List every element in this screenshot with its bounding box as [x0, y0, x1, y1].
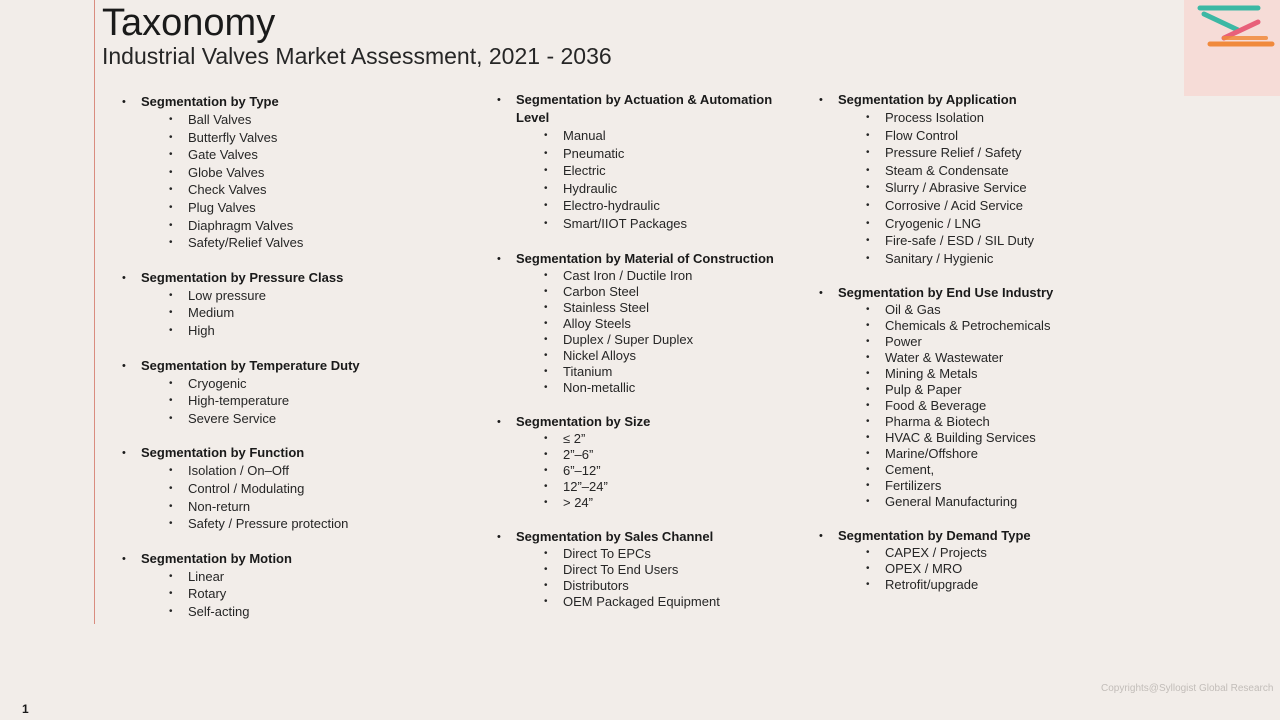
- list-item: • Alloy Steels: [497, 316, 797, 332]
- segment-material: [497, 250, 797, 396]
- list-item: • Mining & Metals: [819, 366, 1119, 382]
- taxonomy-column-3: [819, 91, 1119, 610]
- segment-heading: • Segmentation by Pressure Class: [122, 269, 482, 287]
- list-item: • Non-metallic: [497, 380, 797, 396]
- segment-heading: • Segmentation by Motion: [122, 550, 482, 568]
- list-item: • 12”–24”: [497, 479, 797, 495]
- list-item: • Electro-hydraulic: [497, 197, 797, 215]
- segment-application: [819, 91, 1119, 267]
- segment-heading: • Segmentation by End Use Industry: [819, 284, 1119, 302]
- segment-heading: • Segmentation by Function: [122, 444, 482, 462]
- page-number: 1: [22, 702, 29, 716]
- list-item: • Stainless Steel: [497, 300, 797, 316]
- list-item: • Oil & Gas: [819, 302, 1119, 318]
- segment-type: [122, 93, 482, 252]
- list-item: • Carbon Steel: [497, 284, 797, 300]
- list-item: • Water & Wastewater: [819, 350, 1119, 366]
- list-item: • Isolation / On–Off: [122, 462, 482, 480]
- list-item: • Slurry / Abrasive Service: [819, 179, 1119, 197]
- list-item: • Cast Iron / Ductile Iron: [497, 268, 797, 284]
- list-item: • Process Isolation: [819, 109, 1119, 127]
- list-item: • Gate Valves: [122, 146, 482, 164]
- list-item: • Distributors: [497, 578, 797, 594]
- list-item: • Cement,: [819, 462, 1119, 478]
- accent-divider-line: [94, 0, 95, 624]
- list-item: • OPEX / MRO: [819, 561, 1119, 577]
- list-item: • Duplex / Super Duplex: [497, 332, 797, 348]
- syllogist-s-logo-icon: [1184, 0, 1280, 96]
- list-item: • Electric: [497, 162, 797, 180]
- list-item: • Medium: [122, 304, 482, 322]
- copyright-notice: Copyrights@Syllogist Global Research: [1101, 683, 1274, 694]
- list-item: • ≤ 2”: [497, 431, 797, 447]
- segment-heading: • Segmentation by Sales Channel: [497, 528, 797, 546]
- list-item: • Direct To End Users: [497, 562, 797, 578]
- segment-sales-channel: [497, 528, 797, 610]
- list-item: • Check Valves: [122, 181, 482, 199]
- segment-heading: • Segmentation by Material of Construction: [497, 250, 797, 268]
- list-item: • Plug Valves: [122, 199, 482, 217]
- segment-heading: • Segmentation by Size: [497, 413, 797, 431]
- page-title: Taxonomy: [102, 2, 276, 44]
- taxonomy-column-2: [497, 91, 797, 627]
- list-item: • Pulp & Paper: [819, 382, 1119, 398]
- segment-size: [497, 413, 797, 511]
- list-item: • Power: [819, 334, 1119, 350]
- list-item: • Pharma & Biotech: [819, 414, 1119, 430]
- segment-end-use-industry: [819, 284, 1119, 510]
- list-item: • High: [122, 322, 482, 340]
- list-item: • Severe Service: [122, 410, 482, 428]
- list-item: • Hydraulic: [497, 180, 797, 198]
- list-item: • Safety / Pressure protection: [122, 515, 482, 533]
- list-item: • Fertilizers: [819, 478, 1119, 494]
- list-item: • Nickel Alloys: [497, 348, 797, 364]
- list-item: • Corrosive / Acid Service: [819, 197, 1119, 215]
- list-item: • Self-acting: [122, 603, 482, 621]
- list-item: • Chemicals & Petrochemicals: [819, 318, 1119, 334]
- list-item: • Retrofit/upgrade: [819, 577, 1119, 593]
- list-item: • Linear: [122, 568, 482, 586]
- segment-heading: • Segmentation by Temperature Duty: [122, 357, 482, 375]
- list-item: • HVAC & Building Services: [819, 430, 1119, 446]
- segment-actuation-automation: [497, 91, 797, 233]
- segment-function: [122, 444, 482, 532]
- list-item: • Diaphragm Valves: [122, 217, 482, 235]
- list-item: • Globe Valves: [122, 164, 482, 182]
- list-item: • Smart/IIOT Packages: [497, 215, 797, 233]
- list-item: • Manual: [497, 127, 797, 145]
- list-item: • Pressure Relief / Safety: [819, 144, 1119, 162]
- list-item: • Pneumatic: [497, 145, 797, 163]
- list-item: • Control / Modulating: [122, 480, 482, 498]
- list-item: • OEM Packaged Equipment: [497, 594, 797, 610]
- page-subtitle: Industrial Valves Market Assessment, 2021 - 2036: [102, 43, 612, 69]
- segment-heading: • Segmentation by Application: [819, 91, 1119, 109]
- list-item: • > 24”: [497, 495, 797, 511]
- segment-heading: • Segmentation by Type: [122, 93, 482, 111]
- list-item: • CAPEX / Projects: [819, 545, 1119, 561]
- segment-demand-type: [819, 527, 1119, 593]
- list-item: • High-temperature: [122, 392, 482, 410]
- list-item: • Fire-safe / ESD / SIL Duty: [819, 232, 1119, 250]
- list-item: • 2”–6”: [497, 447, 797, 463]
- list-item: • Cryogenic: [122, 375, 482, 393]
- segment-motion: [122, 550, 482, 621]
- segment-pressure-class: [122, 269, 482, 340]
- list-item: • Sanitary / Hygienic: [819, 250, 1119, 268]
- list-item: • Titanium: [497, 364, 797, 380]
- list-item: • 6”–12”: [497, 463, 797, 479]
- list-item: • Cryogenic / LNG: [819, 215, 1119, 233]
- list-item: • Low pressure: [122, 287, 482, 305]
- list-item: • Safety/Relief Valves: [122, 234, 482, 252]
- taxonomy-column-1: [122, 93, 482, 637]
- segment-temperature-duty: [122, 357, 482, 428]
- list-item: • Non-return: [122, 498, 482, 516]
- list-item: • Rotary: [122, 585, 482, 603]
- segment-heading: • Segmentation by Actuation & Automation Level: [497, 91, 797, 127]
- list-item: • Ball Valves: [122, 111, 482, 129]
- segment-heading: • Segmentation by Demand Type: [819, 527, 1119, 545]
- list-item: • Food & Beverage: [819, 398, 1119, 414]
- list-item: • Flow Control: [819, 127, 1119, 145]
- list-item: • General Manufacturing: [819, 494, 1119, 510]
- list-item: • Steam & Condensate: [819, 162, 1119, 180]
- list-item: • Butterfly Valves: [122, 129, 482, 147]
- list-item: • Direct To EPCs: [497, 546, 797, 562]
- list-item: • Marine/Offshore: [819, 446, 1119, 462]
